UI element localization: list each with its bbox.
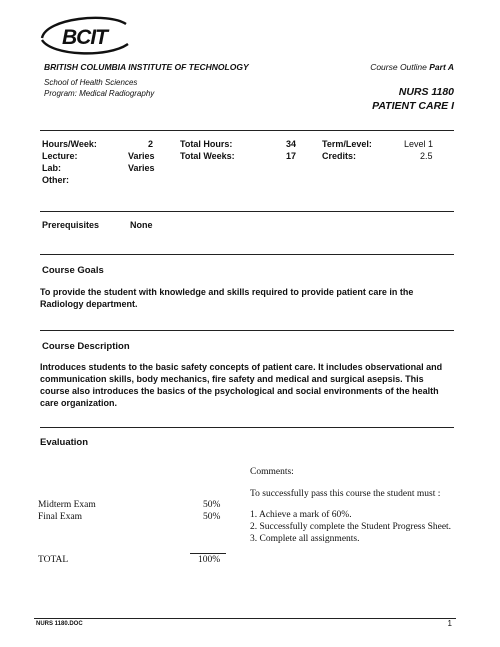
- course-description-title: Course Description: [42, 341, 130, 352]
- bcit-logo: [38, 10, 138, 60]
- total-label: TOTAL: [38, 555, 69, 565]
- course-title: PATIENT CARE I: [372, 100, 454, 112]
- divider: [40, 254, 454, 255]
- course-goals-title: Course Goals: [42, 265, 104, 276]
- course-code: NURS 1180: [398, 86, 454, 98]
- pass-intro: To successfully pass this course the student must :: [250, 489, 441, 499]
- total-weeks-label: Total Weeks:: [180, 151, 235, 161]
- other-label: Other:: [42, 175, 69, 185]
- term-level-label: Term/Level:: [322, 139, 372, 149]
- school-name: School of Health Sciences: [44, 78, 138, 87]
- total-hours-value: 34: [286, 139, 297, 149]
- evaluation-title: Evaluation: [40, 437, 89, 448]
- course-outline-text: Course Outline: [370, 62, 427, 72]
- requirement-2: 2. Successfully complete the Student Progress Sheet.: [250, 522, 452, 532]
- hours-week-value: 2: [148, 139, 154, 149]
- total-rule: [190, 553, 226, 554]
- total-hours-label: Total Hours:: [180, 139, 233, 149]
- credits-label: Credits:: [322, 151, 357, 161]
- divider: [40, 211, 454, 212]
- credits-value: 2.5: [420, 151, 433, 161]
- eval-item-name: Midterm Exam: [38, 500, 96, 510]
- institution-name: BRITISH COLUMBIA INSTITUTE OF TECHNOLOGY: [44, 62, 249, 72]
- lecture-value: Varies: [128, 151, 155, 161]
- divider: [40, 130, 454, 131]
- total-value: 100%: [198, 555, 221, 565]
- lab-value: Varies: [128, 163, 155, 173]
- requirement-1: 1. Achieve a mark of 60%.: [250, 510, 352, 520]
- requirement-3: 3. Complete all assignments.: [250, 534, 360, 544]
- footer-filename: NURS 1180.DOC: [36, 621, 83, 627]
- eval-item-weight: 50%: [203, 500, 221, 510]
- lab-label: Lab:: [42, 163, 61, 173]
- course-outline-part: Part A: [429, 62, 454, 72]
- term-level-value: Level 1: [404, 139, 434, 149]
- svg-text:BCIT: BCIT: [62, 26, 107, 49]
- lecture-label: Lecture:: [42, 151, 78, 161]
- course-description-text: Introduces students to the basic safety concepts of patient care. It includes observational and communication skills, body mechanics, fire safety and medical and surgical asepsis. This course also introduces the basics of the psychological and social environments of the health care organization.: [40, 362, 443, 408]
- comments-label: Comments:: [250, 467, 294, 477]
- prerequisites-label: Prerequisites: [42, 220, 100, 230]
- eval-item-name: Final Exam: [38, 512, 83, 522]
- hours-week-label: Hours/Week:: [42, 139, 97, 149]
- eval-item-weight: 50%: [203, 512, 221, 522]
- course-goals-text: To provide the student with knowledge and skills required to provide patient care in the Radiology department.: [40, 287, 414, 309]
- program-name: Program: Medical Radiography: [44, 89, 155, 98]
- page-number: 1: [447, 619, 452, 628]
- prerequisites-value: None: [130, 220, 153, 230]
- divider: [40, 427, 454, 428]
- footer-rule: [34, 618, 456, 619]
- total-weeks-value: 17: [286, 151, 297, 161]
- course-outline-label: [370, 62, 454, 72]
- divider: [40, 330, 454, 331]
